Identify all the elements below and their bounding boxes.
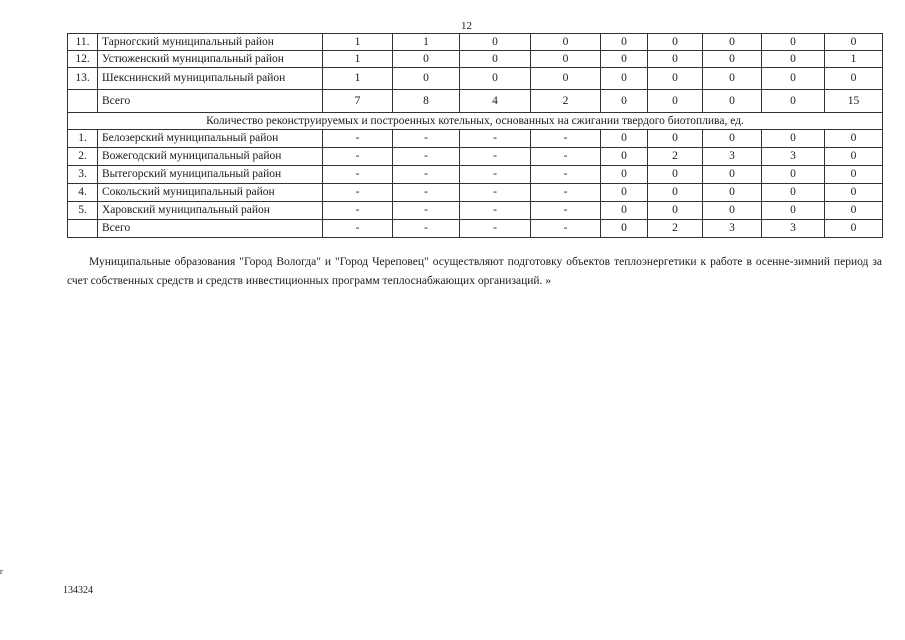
value-cell: 0: [601, 34, 648, 51]
value-cell: 1: [323, 34, 393, 51]
value-cell: 3: [703, 148, 762, 166]
value-cell: 0: [648, 130, 703, 148]
value-cell: 7: [323, 90, 393, 113]
value-cell: 0: [648, 184, 703, 202]
total-label: Всего: [98, 90, 323, 113]
table-row: [68, 166, 883, 184]
value-cell: 0: [648, 166, 703, 184]
value-cell: 0: [825, 148, 883, 166]
value-cell: 0: [531, 68, 601, 90]
value-cell: 0: [825, 220, 883, 238]
value-cell: 0: [825, 202, 883, 220]
district-name: Белозерский муниципальный район: [98, 130, 323, 148]
value-cell: -: [531, 148, 601, 166]
value-cell: 1: [323, 51, 393, 68]
value-cell: 0: [393, 68, 460, 90]
value-cell: 0: [460, 51, 531, 68]
data-table: [67, 33, 883, 238]
value-cell: 0: [762, 130, 825, 148]
table-row: [68, 184, 883, 202]
value-cell: -: [323, 148, 393, 166]
value-cell: 0: [825, 166, 883, 184]
value-cell: 0: [762, 68, 825, 90]
page-number: 12: [461, 20, 472, 32]
value-cell: -: [323, 166, 393, 184]
row-number: 2.: [68, 148, 98, 166]
row-number: 5.: [68, 202, 98, 220]
row-number: 1.: [68, 130, 98, 148]
value-cell: 2: [531, 90, 601, 113]
value-cell: 0: [703, 68, 762, 90]
row-number-cell: [68, 90, 98, 113]
value-cell: 0: [601, 130, 648, 148]
value-cell: -: [323, 184, 393, 202]
value-cell: 0: [703, 34, 762, 51]
value-cell: 0: [825, 184, 883, 202]
total-row: [68, 90, 883, 113]
value-cell: 0: [601, 202, 648, 220]
value-cell: 0: [601, 51, 648, 68]
value-cell: -: [323, 130, 393, 148]
district-name: Устюженский муниципальный район: [98, 51, 323, 68]
table-row: [68, 68, 883, 90]
row-number-cell: [68, 220, 98, 238]
table-row: [68, 34, 883, 51]
value-cell: 0: [601, 166, 648, 184]
closing-paragraph: [67, 253, 882, 291]
value-cell: 0: [703, 90, 762, 113]
row-number: 3.: [68, 166, 98, 184]
value-cell: -: [393, 148, 460, 166]
value-cell: 0: [762, 166, 825, 184]
district-name: Вытегорский муниципальный район: [98, 166, 323, 184]
row-number: 11.: [68, 34, 98, 51]
value-cell: -: [531, 202, 601, 220]
value-cell: 0: [648, 202, 703, 220]
paragraph-text: Муниципальные образования "Город Вологда" и "Город Череповец" осуществляют подготовку объектов теплоэнергетики к работе в осенне-зимний период за счет собственных средств и средств инвестиционных программ теплоснабжающих организаций. »: [67, 256, 882, 287]
value-cell: -: [531, 166, 601, 184]
value-cell: 8: [393, 90, 460, 113]
table-row: [68, 202, 883, 220]
value-cell: 0: [601, 184, 648, 202]
value-cell: -: [460, 148, 531, 166]
value-cell: 0: [703, 166, 762, 184]
value-cell: 0: [825, 68, 883, 90]
value-cell: 0: [393, 51, 460, 68]
value-cell: 1: [323, 68, 393, 90]
value-cell: 0: [460, 34, 531, 51]
value-cell: 0: [460, 68, 531, 90]
value-cell: 0: [601, 90, 648, 113]
value-cell: 2: [648, 148, 703, 166]
district-name: Вожегодский муниципальный район: [98, 148, 323, 166]
value-cell: 0: [703, 130, 762, 148]
row-number: 12.: [68, 51, 98, 68]
table-row: [68, 130, 883, 148]
value-cell: 0: [648, 68, 703, 90]
value-cell: -: [393, 220, 460, 238]
value-cell: 0: [703, 184, 762, 202]
edge-mark: г: [0, 567, 4, 576]
value-cell: -: [531, 220, 601, 238]
value-cell: -: [393, 166, 460, 184]
value-cell: -: [393, 130, 460, 148]
total-row: [68, 220, 883, 238]
value-cell: 0: [762, 34, 825, 51]
value-cell: -: [460, 220, 531, 238]
total-label: Всего: [98, 220, 323, 238]
value-cell: -: [531, 130, 601, 148]
value-cell: 0: [531, 34, 601, 51]
value-cell: -: [460, 202, 531, 220]
value-cell: 0: [531, 51, 601, 68]
district-name: Харовский муниципальный район: [98, 202, 323, 220]
value-cell: 1: [825, 51, 883, 68]
district-name: Шекснинский муниципальный район: [98, 68, 323, 90]
value-cell: -: [460, 130, 531, 148]
value-cell: -: [460, 184, 531, 202]
value-cell: 0: [762, 51, 825, 68]
value-cell: 0: [762, 184, 825, 202]
value-cell: -: [323, 220, 393, 238]
document-code: 134324: [63, 585, 93, 596]
value-cell: -: [393, 202, 460, 220]
value-cell: 1: [393, 34, 460, 51]
value-cell: 0: [762, 90, 825, 113]
value-cell: 0: [648, 51, 703, 68]
section-header: Количество реконструируемых и построенных котельных, основанных на сжигании твердого биотоплива, ед.: [68, 113, 883, 130]
value-cell: -: [323, 202, 393, 220]
value-cell: 0: [648, 90, 703, 113]
value-cell: 0: [703, 51, 762, 68]
table-row: [68, 51, 883, 68]
value-cell: 4: [460, 90, 531, 113]
district-name: Сокольский муниципальный район: [98, 184, 323, 202]
value-cell: 3: [762, 220, 825, 238]
row-number: 4.: [68, 184, 98, 202]
district-name: Тарногский муниципальный район: [98, 34, 323, 51]
row-number: 13.: [68, 68, 98, 90]
value-cell: 0: [703, 202, 762, 220]
section-header-row: [68, 113, 883, 130]
value-cell: 0: [601, 220, 648, 238]
value-cell: 0: [648, 34, 703, 51]
value-cell: 0: [601, 68, 648, 90]
table-row: [68, 148, 883, 166]
value-cell: 0: [825, 34, 883, 51]
value-cell: 0: [601, 148, 648, 166]
value-cell: -: [460, 166, 531, 184]
value-cell: 3: [703, 220, 762, 238]
value-cell: -: [531, 184, 601, 202]
value-cell: 0: [762, 202, 825, 220]
value-cell: -: [393, 184, 460, 202]
value-cell: 15: [825, 90, 883, 113]
value-cell: 0: [825, 130, 883, 148]
value-cell: 2: [648, 220, 703, 238]
value-cell: 3: [762, 148, 825, 166]
